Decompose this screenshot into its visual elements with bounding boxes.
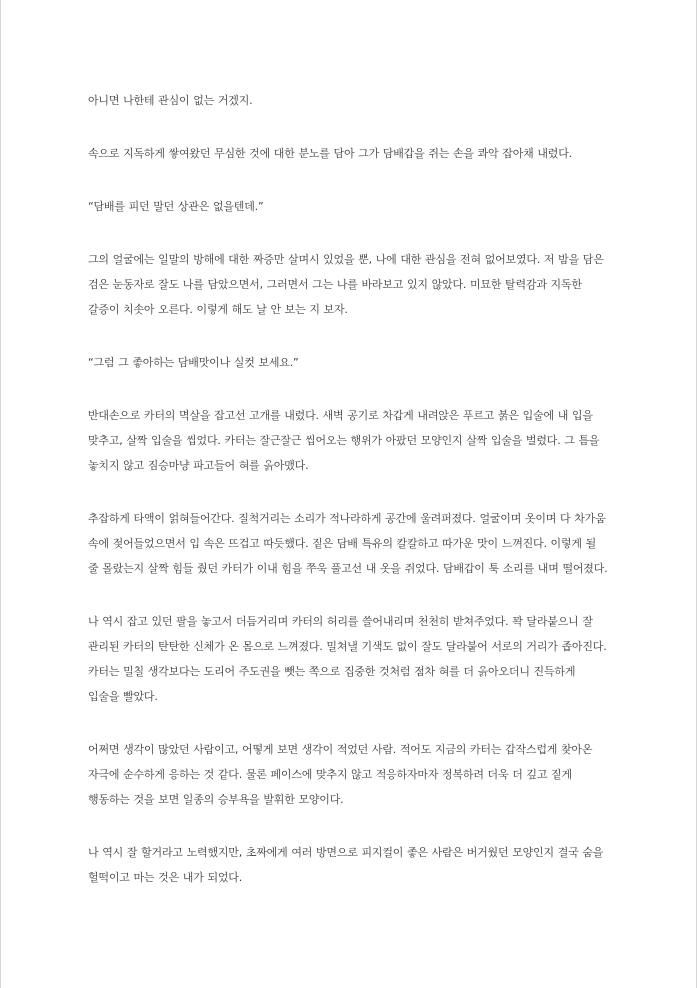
paragraph bbox=[88, 737, 618, 812]
dialogue-paragraph bbox=[88, 194, 618, 219]
text-line: 맞추고, 살짝 입술을 씹었다. 카터는 잘근잘근 씹어오는 행위가 아팠던 모양인지 살짝 입술을 벌렸다. 그 틈을 bbox=[88, 434, 600, 447]
text-line: 나 역시 잡고 있던 팔을 놓고서 더듬거리며 카터의 허리를 쓸어내리며 천천히 받쳐주었다. 꽉 달라붙으니 잘 bbox=[88, 615, 593, 628]
paragraph bbox=[88, 88, 618, 113]
text-line: 놓치지 않고 짐승마냥 파고들어 혀를 옭아맸다. bbox=[88, 459, 309, 472]
text-line: “담배를 피던 말던 상관은 없을텐데.” bbox=[88, 200, 264, 213]
paragraph bbox=[88, 141, 618, 166]
text-line: 그의 얼굴에는 일말의 방해에 대한 짜증만 살며시 있었을 뿐, 나에 대한 관심을 전혀 없어보였다. 저 밤을 담은 bbox=[88, 253, 604, 266]
text-line: 속으로 지독하게 쌓여왔던 무심한 것에 대한 분노를 담아 그가 담배갑을 쥐는 손을 콰악 잡아채 내렸다. bbox=[88, 147, 572, 160]
text-line: 검은 눈동자로 잘도 나를 담았으면서, 그러면서 그는 나를 바라보고 있지 않았다. 미묘한 탈력감과 지독한 bbox=[88, 278, 582, 291]
document-body bbox=[88, 88, 618, 918]
text-line: “그럼 그 좋아하는 담배맛이나 실컷 보세요.” bbox=[88, 356, 299, 369]
text-line: 추잡하게 타액이 얽혀들어간다. 질척거리는 소리가 적나라하게 공간에 울려퍼졌다. 얼굴이며 옷이며 다 차가움 bbox=[88, 512, 606, 525]
paragraph bbox=[88, 403, 618, 478]
text-line: 카터는 밀칠 생각보다는 도리어 주도권을 뺏는 쪽으로 집중한 것처럼 점차 혀를 더 옭아오더니 진득하게 bbox=[88, 665, 576, 678]
text-line: 나 역시 잘 할거라고 노력했지만, 초짜에게 여러 방면으로 피지컬이 좋은 사람은 버거웠던 모양인지 결국 숨을 bbox=[88, 846, 604, 859]
text-line: 줄 몰랐는지 살짝 힘들 줬던 카터가 이내 힘을 쭈욱 풀고선 내 옷을 쥐었다. 담배갑이 툭 소리를 내며 떨어졌다. bbox=[88, 562, 608, 575]
text-line: 헐떡이고 마는 것은 내가 되었다. bbox=[88, 871, 243, 884]
text-line: 어쩌면 생각이 많았던 사람이고, 어떻게 보면 생각이 적었던 사람. 적어도 지금의 카터는 갑작스럽게 찾아온 bbox=[88, 743, 593, 756]
paragraph bbox=[88, 247, 618, 322]
text-line: 행동하는 것을 보면 일종의 승부욕을 발휘한 모양이다. bbox=[88, 793, 344, 806]
text-line: 속에 젖어들었으면서 입 속은 뜨겁고 따듯했다. 짙은 담배 특유의 칼칼하고 따가운 맛이 느껴진다. 이렇게 될 bbox=[88, 537, 597, 550]
text-line: 관리된 카터의 탄탄한 신체가 온 몸으로 느껴졌다. 밀쳐낼 기색도 없이 잘도 달라붙어 서로의 거리가 좁아진다. bbox=[88, 640, 607, 653]
text-line: 자극에 순수하게 응하는 것 같다. 물론 페이스에 맞추지 않고 적응하자마자 정복하려 더욱 더 깊고 짙게 bbox=[88, 768, 572, 781]
text-line: 입술을 빨았다. bbox=[88, 690, 158, 703]
paragraph bbox=[88, 840, 618, 890]
text-line: 갈증이 치솟아 오른다. 이렇게 해도 날 안 보는 지 보자. bbox=[88, 303, 348, 316]
paragraph bbox=[88, 609, 618, 709]
paragraph bbox=[88, 506, 618, 581]
text-line: 반대손으로 카터의 멱살을 잡고선 고개를 내렸다. 새벽 공기로 차갑게 내려앉은 푸르고 붉은 입술에 내 입을 bbox=[88, 409, 593, 422]
text-line: 아니면 나한테 관심이 없는 거겠지. bbox=[88, 94, 253, 107]
dialogue-paragraph bbox=[88, 350, 618, 375]
